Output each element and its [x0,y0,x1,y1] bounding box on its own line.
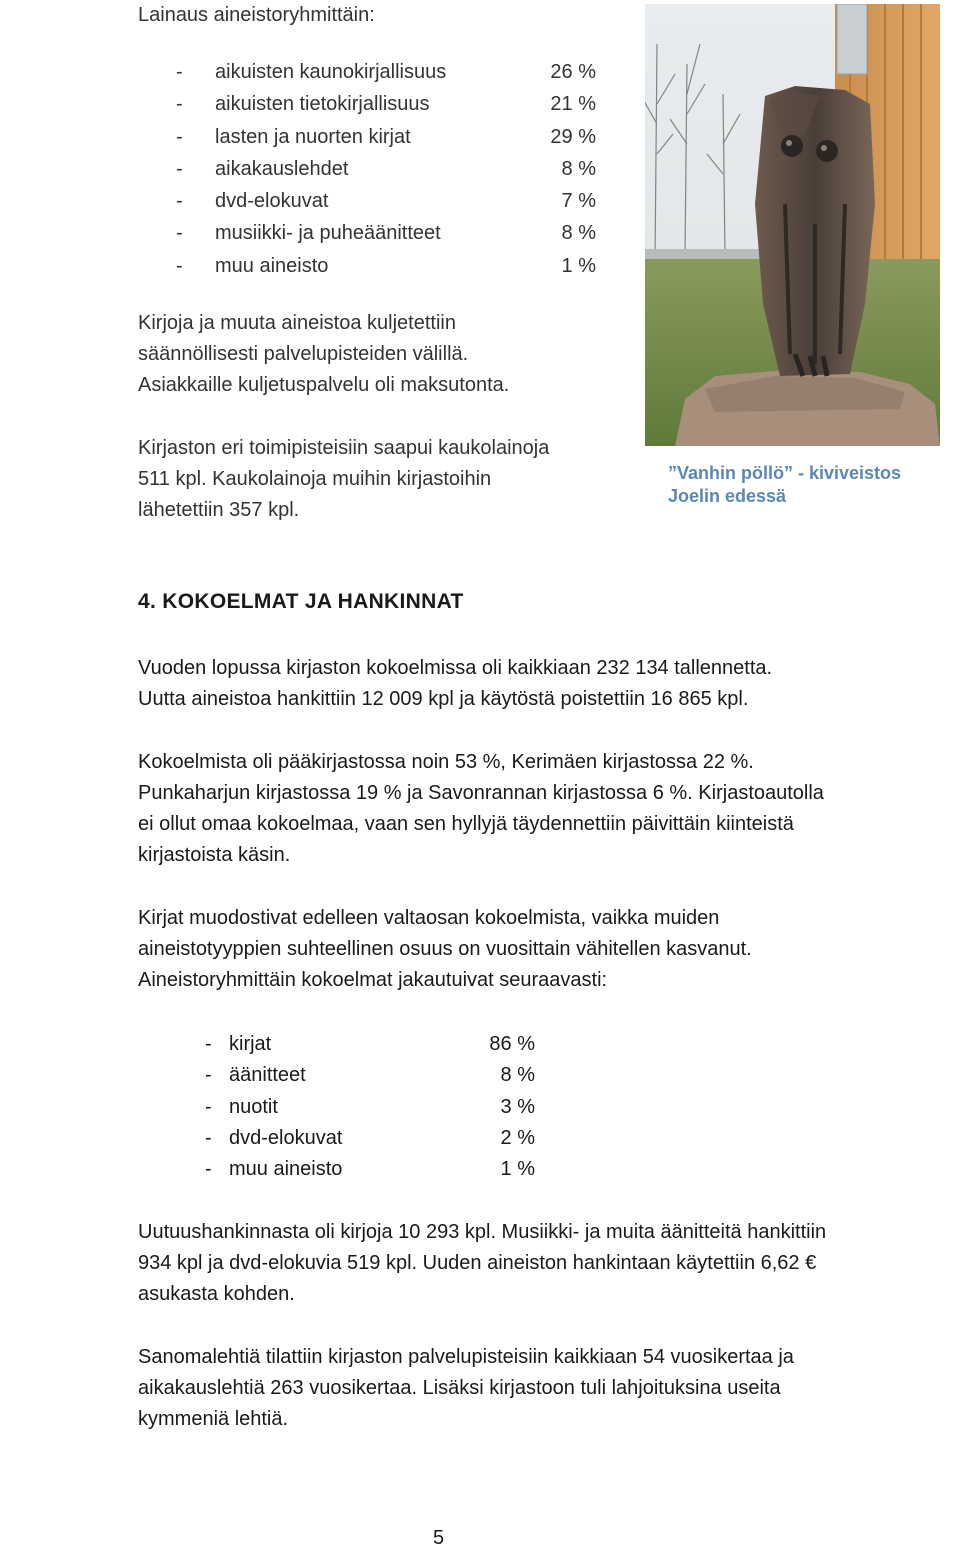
photo-caption [668,462,901,508]
para4-line-1: Uutuushankinnasta oli kirjoja 10 293 kpl. Musiikki- ja muita äänitteitä hankittiin [138,1221,827,1243]
list-item: - lasten ja nuorten kirjat 29 % [176,125,596,148]
list-item: - aikuisten kaunokirjallisuus 26 % [176,61,596,83]
list-item: - äänitteet 8 % [205,1064,535,1087]
list-item: - nuotit 3 % [205,1095,535,1118]
transport-line-2: säännöllisesti palvelupisteiden välillä. [138,343,469,365]
list-item: - aikuisten tietokirjallisuus 21 % [176,93,596,116]
list-item: - musiikki- ja puheäänitteet 8 % [176,222,596,245]
para1-line-2: Uutta aineistoa hankittiin 12 009 kpl ja käytöstä poistettiin 16 865 kpl. [138,688,749,710]
para4-line-2: 934 kpl ja dvd-elokuvia 519 kpl. Uuden aineiston hankintaan käytettiin 6,62 € [138,1252,817,1274]
para4-line-3: asukasta kohden. [138,1283,295,1305]
para2-line-1: Kokoelmista oli pääkirjastossa noin 53 %, Kerimäen kirjastossa 22 %. [138,751,754,773]
page-number: 5 [433,1527,445,1549]
para2-line-2: Punkaharjun kirjastossa 19 % ja Savonrannan kirjastossa 6 %. Kirjastoautolla [138,782,824,804]
para3-line-2: aineistotyyppien suhteellinen osuus on vuosittain vähitellen kasvanut. [138,938,752,960]
list-item: - muu aineisto 1 % [176,254,596,277]
photo-caption-line-2: Joelin edessä [668,486,787,506]
para5-line-1: Sanomalehtiä tilattiin kirjaston palvelupisteisiin kaikkiaan 54 vuosikertaa ja [138,1346,794,1368]
para2-line-3: ei ollut omaa kokoelmaa, vaan sen hyllyjä täydennettiin päivittäin kiinteistä [138,813,794,835]
loans-list [176,56,596,282]
list-item: - muu aineisto 1 % [205,1158,535,1181]
interlibrary-line-1: Kirjaston eri toimipisteisiin saapui kaukolainoja [138,437,550,459]
collection-list [205,1029,535,1185]
list-item: - dvd-elokuvat 7 % [176,190,596,213]
list-item: - dvd-elokuvat 2 % [205,1126,535,1149]
para2-line-4: kirjastoista käsin. [138,844,291,866]
transport-line-1: Kirjoja ja muuta aineistoa kuljetettiin [138,312,456,334]
transport-line-3: Asiakkaille kuljetuspalvelu oli maksutonta. [138,374,510,396]
interlibrary-line-3: lähetettiin 357 kpl. [138,499,300,521]
interlibrary-line-2: 511 kpl. Kaukolainoja muihin kirjastoihin [138,468,492,490]
para3-line-1: Kirjat muodostivat edelleen valtaosan kokoelmista, vaikka muiden [138,907,720,929]
para1-line-1: Vuoden lopussa kirjaston kokoelmissa oli kaikkiaan 232 134 tallennetta. [138,657,773,679]
list-item: - kirjat 86 % [205,1033,535,1055]
loans-title: Lainaus aineistoryhmittäin: [138,4,375,26]
owl-sculpture-photo [645,4,940,446]
photo-caption-line-1: ”Vanhin pöllö” - kiviveistos [668,463,902,483]
para3-line-3: Aineistoryhmittäin kokoelmat jakautuivat seuraavasti: [138,969,608,991]
para5-line-2: aikakauslehtiä 263 vuosikertaa. Lisäksi kirjastoon tuli lahjoituksina useita [138,1377,781,1399]
list-item: - aikakauslehdet 8 % [176,157,596,180]
section-heading: 4. KOKOELMAT JA HANKINNAT [138,590,464,613]
para5-line-3: kymmeniä lehtiä. [138,1408,289,1430]
